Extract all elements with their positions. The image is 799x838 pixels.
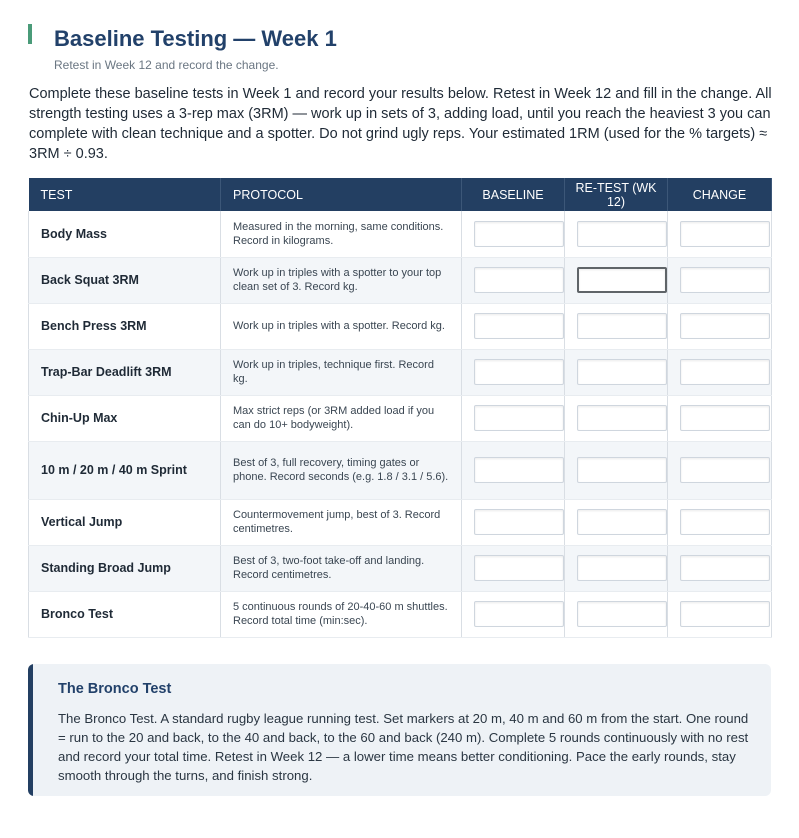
callout-title: The Bronco Test <box>58 681 172 697</box>
change-input[interactable] <box>680 359 770 385</box>
header-test: TEST <box>29 178 221 211</box>
baseline-input[interactable] <box>474 359 564 385</box>
baseline-cell <box>462 441 565 499</box>
table-row <box>29 591 772 637</box>
protocol-cell: Max strict reps (or 3RM added load if you can do 10+ bodyweight). <box>221 395 462 441</box>
header-retest: RE-TEST (WK 12) <box>565 178 668 211</box>
table-header-row <box>29 178 772 211</box>
change-cell <box>668 441 772 499</box>
protocol-cell: Work up in triples with a spotter to your top clean set of 3. Record kg. <box>221 257 462 303</box>
change-input[interactable] <box>680 313 770 339</box>
change-input[interactable] <box>680 267 770 293</box>
baseline-cell <box>462 499 565 545</box>
protocol-cell: Best of 3, full recovery, timing gates or phone. Record seconds (e.g. 1.8 / 3.1 / 5.6). <box>221 441 462 499</box>
retest-cell <box>565 499 668 545</box>
retest-cell <box>565 349 668 395</box>
retest-input[interactable] <box>577 601 667 627</box>
test-name-cell: Back Squat 3RM <box>29 257 221 303</box>
protocol-cell: 5 continuous rounds of 20-40-60 m shuttles. Record total time (min:sec). <box>221 591 462 637</box>
retest-cell <box>565 441 668 499</box>
change-input[interactable] <box>680 509 770 535</box>
change-cell <box>668 591 772 637</box>
change-cell <box>668 545 772 591</box>
baseline-cell <box>462 545 565 591</box>
baseline-cell <box>462 349 565 395</box>
page-title: Baseline Testing — Week 1 <box>54 26 337 51</box>
change-cell <box>668 499 772 545</box>
retest-cell <box>565 395 668 441</box>
header-change: CHANGE <box>668 178 772 211</box>
retest-input[interactable] <box>577 509 667 535</box>
results-table <box>28 178 772 638</box>
test-name-cell: Bench Press 3RM <box>29 303 221 349</box>
accent-bar <box>28 24 32 44</box>
change-input[interactable] <box>680 601 770 627</box>
callout-accent-bar <box>28 664 33 796</box>
header-protocol: PROTOCOL <box>221 178 462 211</box>
change-cell <box>668 303 772 349</box>
table-row <box>29 499 772 545</box>
retest-input[interactable] <box>577 313 667 339</box>
table-row <box>29 545 772 591</box>
callout-body: The Bronco Test. A standard rugby league running test. Set markers at 20 m, 40 m and 60 m from the start. One round = run to the 20 and back, to the 40 and back, to the 60 and back (240 m). Complete 5 rounds continuously with no rest and record your total time. Retest in Week 12 — a lower time means better conditioning. Pace the early rounds, stay smooth through the turns, and finish strong. <box>58 711 749 783</box>
retest-cell <box>565 545 668 591</box>
baseline-input[interactable] <box>474 405 564 431</box>
test-name-cell: 10 m / 20 m / 40 m Sprint <box>29 441 221 499</box>
retest-input[interactable] <box>577 457 667 483</box>
table-row <box>29 349 772 395</box>
baseline-cell <box>462 303 565 349</box>
protocol-cell: Best of 3, two-foot take-off and landing. Record centimetres. <box>221 545 462 591</box>
retest-input[interactable] <box>577 359 667 385</box>
retest-input[interactable] <box>577 555 667 581</box>
baseline-input[interactable] <box>474 457 564 483</box>
baseline-input[interactable] <box>474 267 564 293</box>
baseline-input[interactable] <box>474 555 564 581</box>
test-name-cell: Body Mass <box>29 211 221 257</box>
test-name-cell: Bronco Test <box>29 591 221 637</box>
change-input[interactable] <box>680 405 770 431</box>
protocol-cell: Work up in triples, technique first. Record kg. <box>221 349 462 395</box>
header-baseline: BASELINE <box>462 178 565 211</box>
test-name-cell: Vertical Jump <box>29 499 221 545</box>
change-input[interactable] <box>680 555 770 581</box>
baseline-input[interactable] <box>474 221 564 247</box>
table-row <box>29 441 772 499</box>
test-name-cell: Trap-Bar Deadlift 3RM <box>29 349 221 395</box>
protocol-cell: Work up in triples with a spotter. Record kg. <box>221 303 462 349</box>
retest-input[interactable] <box>577 221 667 247</box>
retest-cell <box>565 257 668 303</box>
retest-cell <box>565 303 668 349</box>
baseline-cell <box>462 395 565 441</box>
table-row <box>29 257 772 303</box>
page-subtitle: Retest in Week 12 and record the change. <box>54 58 279 72</box>
protocol-cell: Measured in the morning, same conditions. Record in kilograms. <box>221 211 462 257</box>
test-name-cell: Chin-Up Max <box>29 395 221 441</box>
change-cell <box>668 211 772 257</box>
table-row <box>29 211 772 257</box>
test-name-cell: Standing Broad Jump <box>29 545 221 591</box>
baseline-cell <box>462 591 565 637</box>
retest-cell <box>565 211 668 257</box>
table-row <box>29 303 772 349</box>
change-input[interactable] <box>680 221 770 247</box>
baseline-input[interactable] <box>474 509 564 535</box>
retest-input[interactable] <box>577 267 667 293</box>
intro-paragraph: Complete these baseline tests in Week 1 and record your results below. Retest in Week 12 and fill in the change. All strength testing uses a 3-rep max (3RM) — work up in sets of 3, adding load, until you reach the heaviest 3 you can complete with clean technique and a spotter. Do not grind ugly reps. Your estimated 1RM (used for the % targets) ≈ 3RM ÷ 0.93. <box>29 86 772 162</box>
bronco-callout <box>28 664 771 796</box>
change-cell <box>668 349 772 395</box>
change-cell <box>668 257 772 303</box>
baseline-cell <box>462 211 565 257</box>
protocol-cell: Countermovement jump, best of 3. Record centimetres. <box>221 499 462 545</box>
retest-input[interactable] <box>577 405 667 431</box>
table-row <box>29 395 772 441</box>
change-input[interactable] <box>680 457 770 483</box>
baseline-cell <box>462 257 565 303</box>
baseline-input[interactable] <box>474 313 564 339</box>
change-cell <box>668 395 772 441</box>
baseline-input[interactable] <box>474 601 564 627</box>
retest-cell <box>565 591 668 637</box>
